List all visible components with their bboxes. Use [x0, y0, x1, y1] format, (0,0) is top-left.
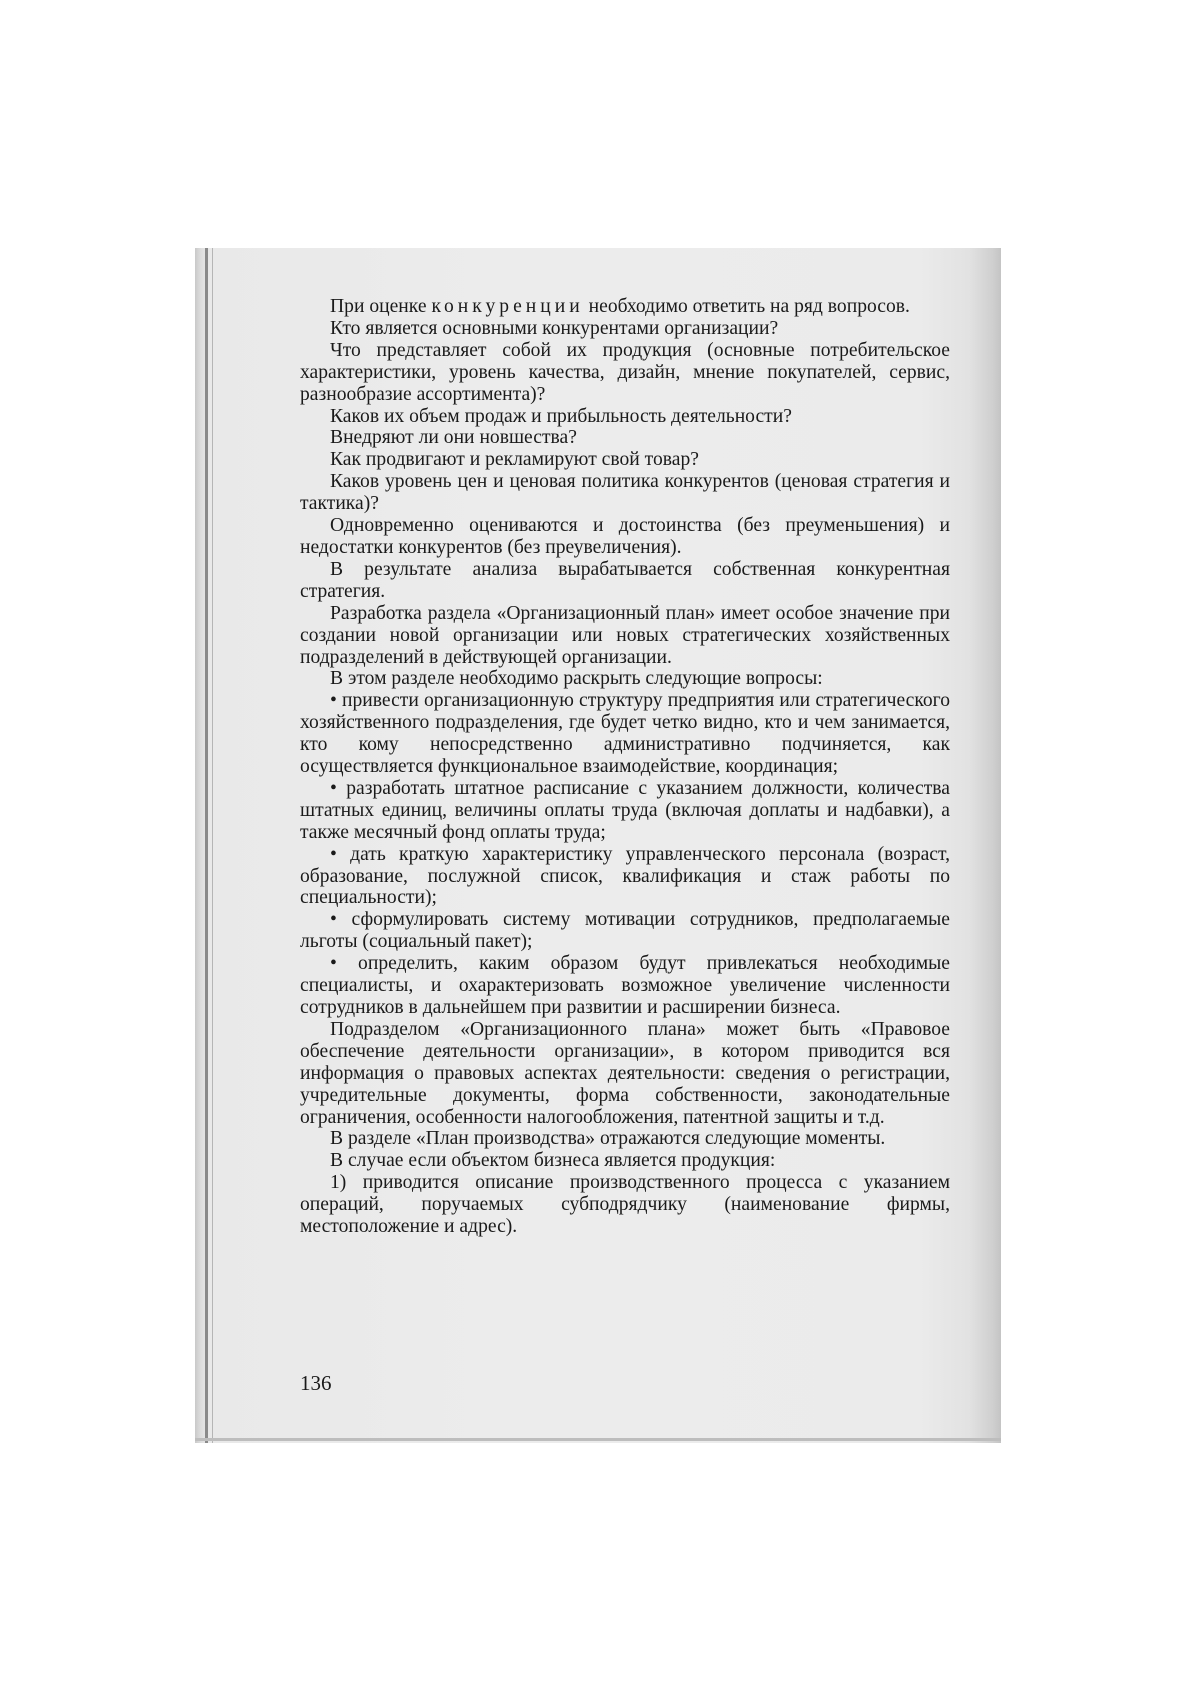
paragraph: Одновременно оцениваются и достоинства (без преуменьшения) и недостатки конкурентов (без преувеличения). — [300, 515, 950, 558]
paragraph-intro-after: необходимо ответить на ряд вопросов. — [583, 296, 910, 317]
bullet-item: • дать краткую характеристику управленческого персонала (возраст, образование, послужной список, квалификация и стаж работы по специальности); — [300, 843, 950, 909]
numbered-item: 1) приводится описание производственного процесса с указанием операций, поручаемых субподрядчику (наименование фирмы, местоположение и адрес). — [300, 1172, 950, 1238]
book-spine-edge — [212, 248, 213, 1443]
paragraph-intro-before: При оценке — [330, 296, 432, 317]
paragraph: В результате анализа вырабатывается собственная конкурентная стратегия. — [300, 558, 950, 602]
paragraph-competition-intro — [300, 296, 950, 318]
paragraph: Разработка раздела «Организационный план» имеет особое значение при создании новой организации или новых стратегических хозяйственных подразделений в действующей организации. — [300, 602, 950, 668]
paragraph: В этом разделе необходимо раскрыть следующие вопросы: — [330, 668, 823, 690]
spaced-term-competition: конкуренции — [431, 296, 584, 317]
paragraph: В случае если объектом бизнеса является продукция: — [330, 1150, 776, 1172]
page-number: 136 — [300, 1371, 332, 1395]
bullet-item: • разработать штатное расписание с указанием должности, количества штатных единиц, величины оплаты труда (включая доплаты и надбавки), а также месячный фонд оплаты труда; — [300, 777, 950, 843]
page-bottom-edge — [195, 1438, 1001, 1441]
paragraph: Кто является основными конкурентами организации? — [330, 317, 779, 339]
paragraph: В разделе «План производства» отражаются следующие моменты. — [330, 1128, 886, 1150]
paragraph: Как продвигают и рекламируют свой товар? — [330, 449, 699, 471]
bullet-item: • определить, каким образом будут привлекаться необходимые специалисты, и охарактеризовать возможное увеличение численности сотрудников в дальнейшем при развитии и расширении бизнеса. — [300, 953, 950, 1018]
paragraph: Подразделом «Организационного плана» может быть «Правовое обеспечение деятельности организации», в котором приводится вся информация о правовых аспектах деятельности: сведения о регистрации, учредительные документы, форма собственности, законодательные ограничения, особенности налогообложения, патентной защиты и т.д. — [300, 1018, 950, 1128]
bullet-item: • привести организационную структуру предприятия или стратегического хозяйственного подразделения, где будет четко видно, кто и чем занимается, кто кому непосредственно административно подчиняется, как осуществляется функциональное взаимодействие, координация; — [300, 690, 950, 778]
book-spine-shadow — [205, 248, 208, 1443]
body-text — [300, 296, 950, 1238]
paragraph: Внедряют ли они новшества? — [330, 427, 577, 449]
paragraph: Каков их объем продаж и прибыльность деятельности? — [330, 405, 792, 427]
paragraph: Что представляет собой их продукция (основные потребительское характеристики, уровень качества, дизайн, мнение покупателей, сервис, разнообразие ассортимента)? — [300, 339, 950, 405]
bullet-item: • сформулировать систему мотивации сотрудников, предполагаемые льготы (социальный пакет); — [300, 909, 950, 953]
paragraph: Каков уровень цен и ценовая политика конкурентов (ценовая стратегия и тактика)? — [300, 471, 950, 515]
